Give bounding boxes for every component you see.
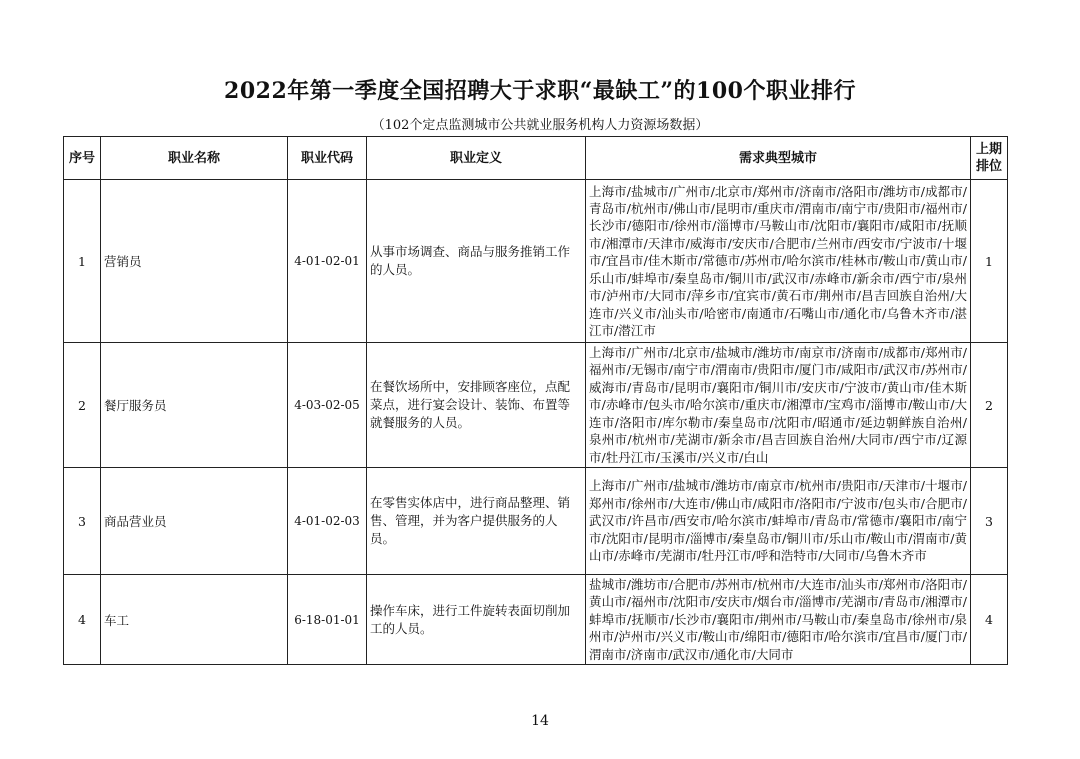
row-code: 4-01-02-03 (288, 468, 367, 575)
row-no: 4 (64, 575, 101, 665)
row-no: 1 (64, 180, 101, 343)
row-code: 4-01-02-01 (288, 180, 367, 343)
row-name: 营销员 (101, 180, 288, 343)
header-no: 序号 (64, 137, 101, 180)
row-no: 2 (64, 343, 101, 468)
header-definition: 职业定义 (367, 137, 586, 180)
row-cities: 上海市/广州市/盐城市/潍坊市/南京市/杭州市/贵阳市/天津市/十堰市/郑州市/徐州市/大连市/佛山市/咸阳市/洛阳市/宁波市/包头市/合肥市/武汉市/许昌市/西安市/哈尔滨市/蚌埠市/青岛市/常德市/襄阳市/南宁市/沈阳市/昆明市/淄博市/秦皇岛市/铜川市/乐山市/鞍山市/渭南市/黄山市/赤峰市/芜湖市/牡丹江市/呼和浩特市/大同市/乌鲁木齐市 (586, 468, 971, 575)
header-name: 职业名称 (101, 137, 288, 180)
row-code: 6-18-01-01 (288, 575, 367, 665)
row-prev-rank: 3 (971, 468, 1008, 575)
table-row (64, 343, 1008, 468)
page-subtitle: （102个定点监测城市公共就业服务机构人力资源场数据） (371, 118, 709, 133)
row-definition: 操作车床，进行工件旋转表面切削加工的人员。 (367, 575, 586, 665)
table-row (64, 180, 1008, 343)
row-cities: 盐城市/潍坊市/合肥市/苏州市/杭州市/大连市/汕头市/郑州市/洛阳市/黄山市/福州市/沈阳市/安庆市/烟台市/淄博市/芜湖市/青岛市/湘潭市/蚌埠市/抚顺市/长沙市/襄阳市/荆州市/马鞍山市/秦皇岛市/徐州市/泉州市/泸州市/兴义市/鞍山市/绵阳市/德阳市/哈尔滨市/宜昌市/厦门市/渭南市/济南市/武汉市/通化市/大同市 (586, 575, 971, 665)
row-prev-rank: 4 (971, 575, 1008, 665)
row-name: 商品营业员 (101, 468, 288, 575)
page-number: 14 (531, 713, 549, 729)
row-name: 车工 (101, 575, 288, 665)
row-definition: 从事市场调查、商品与服务推销工作的人员。 (367, 180, 586, 343)
row-no: 3 (64, 468, 101, 575)
row-name: 餐厅服务员 (101, 343, 288, 468)
table-row (64, 468, 1008, 575)
row-cities: 上海市/广州市/北京市/盐城市/潍坊市/南京市/济南市/成都市/郑州市/福州市/无锡市/南宁市/渭南市/贵阳市/厦门市/咸阳市/武汉市/苏州市/威海市/青岛市/昆明市/襄阳市/铜川市/安庆市/宁波市/黄山市/佳木斯市/赤峰市/包头市/哈尔滨市/重庆市/湘潭市/宝鸡市/淄博市/鞍山市/大连市/洛阳市/库尔勒市/秦皇岛市/沈阳市/昭通市/延边朝鲜族自治州/泉州市/杭州市/芜湖市/新余市/昌吉回族自治州/大同市/西宁市/辽源市/牡丹江市/玉溪市/兴义市/白山 (586, 343, 971, 468)
table-row (64, 575, 1008, 665)
row-definition: 在餐饮场所中，安排顾客座位，点配菜点，进行宴会设计、装饰、布置等就餐服务的人员。 (367, 343, 586, 468)
row-prev-rank: 1 (971, 180, 1008, 343)
header-prev-rank: 上期排位 (971, 137, 1008, 180)
table-header-row (64, 137, 1008, 180)
row-cities: 上海市/盐城市/广州市/北京市/郑州市/济南市/洛阳市/潍坊市/成都市/青岛市/杭州市/佛山市/昆明市/重庆市/渭南市/南宁市/贵阳市/福州市/长沙市/德阳市/徐州市/淄博市/马鞍山市/沈阳市/襄阳市/咸阳市/抚顺市/湘潭市/天津市/威海市/安庆市/合肥市/兰州市/西安市/宁波市/十堰市/宜昌市/佳木斯市/常德市/苏州市/哈尔滨市/桂林市/鞍山市/黄山市/乐山市/蚌埠市/秦皇岛市/铜川市/武汉市/赤峰市/新余市/西宁市/泉州市/泸州市/大同市/萍乡市/宜宾市/黄石市/荆州市/昌吉回族自治州/大连市/兴义市/汕头市/哈密市/南通市/石嘴山市/通化市/乌鲁木齐市/湛江市/潜江市 (586, 180, 971, 343)
row-code: 4-03-02-05 (288, 343, 367, 468)
header-code: 职业代码 (288, 137, 367, 180)
row-prev-rank: 2 (971, 343, 1008, 468)
page-title: 2022年第一季度全国招聘大于求职“最缺工”的100个职业排行 (224, 78, 856, 104)
header-cities: 需求典型城市 (586, 137, 971, 180)
occupation-table (63, 136, 1008, 665)
row-definition: 在零售实体店中，进行商品整理、销售、管理，并为客户提供服务的人员。 (367, 468, 586, 575)
